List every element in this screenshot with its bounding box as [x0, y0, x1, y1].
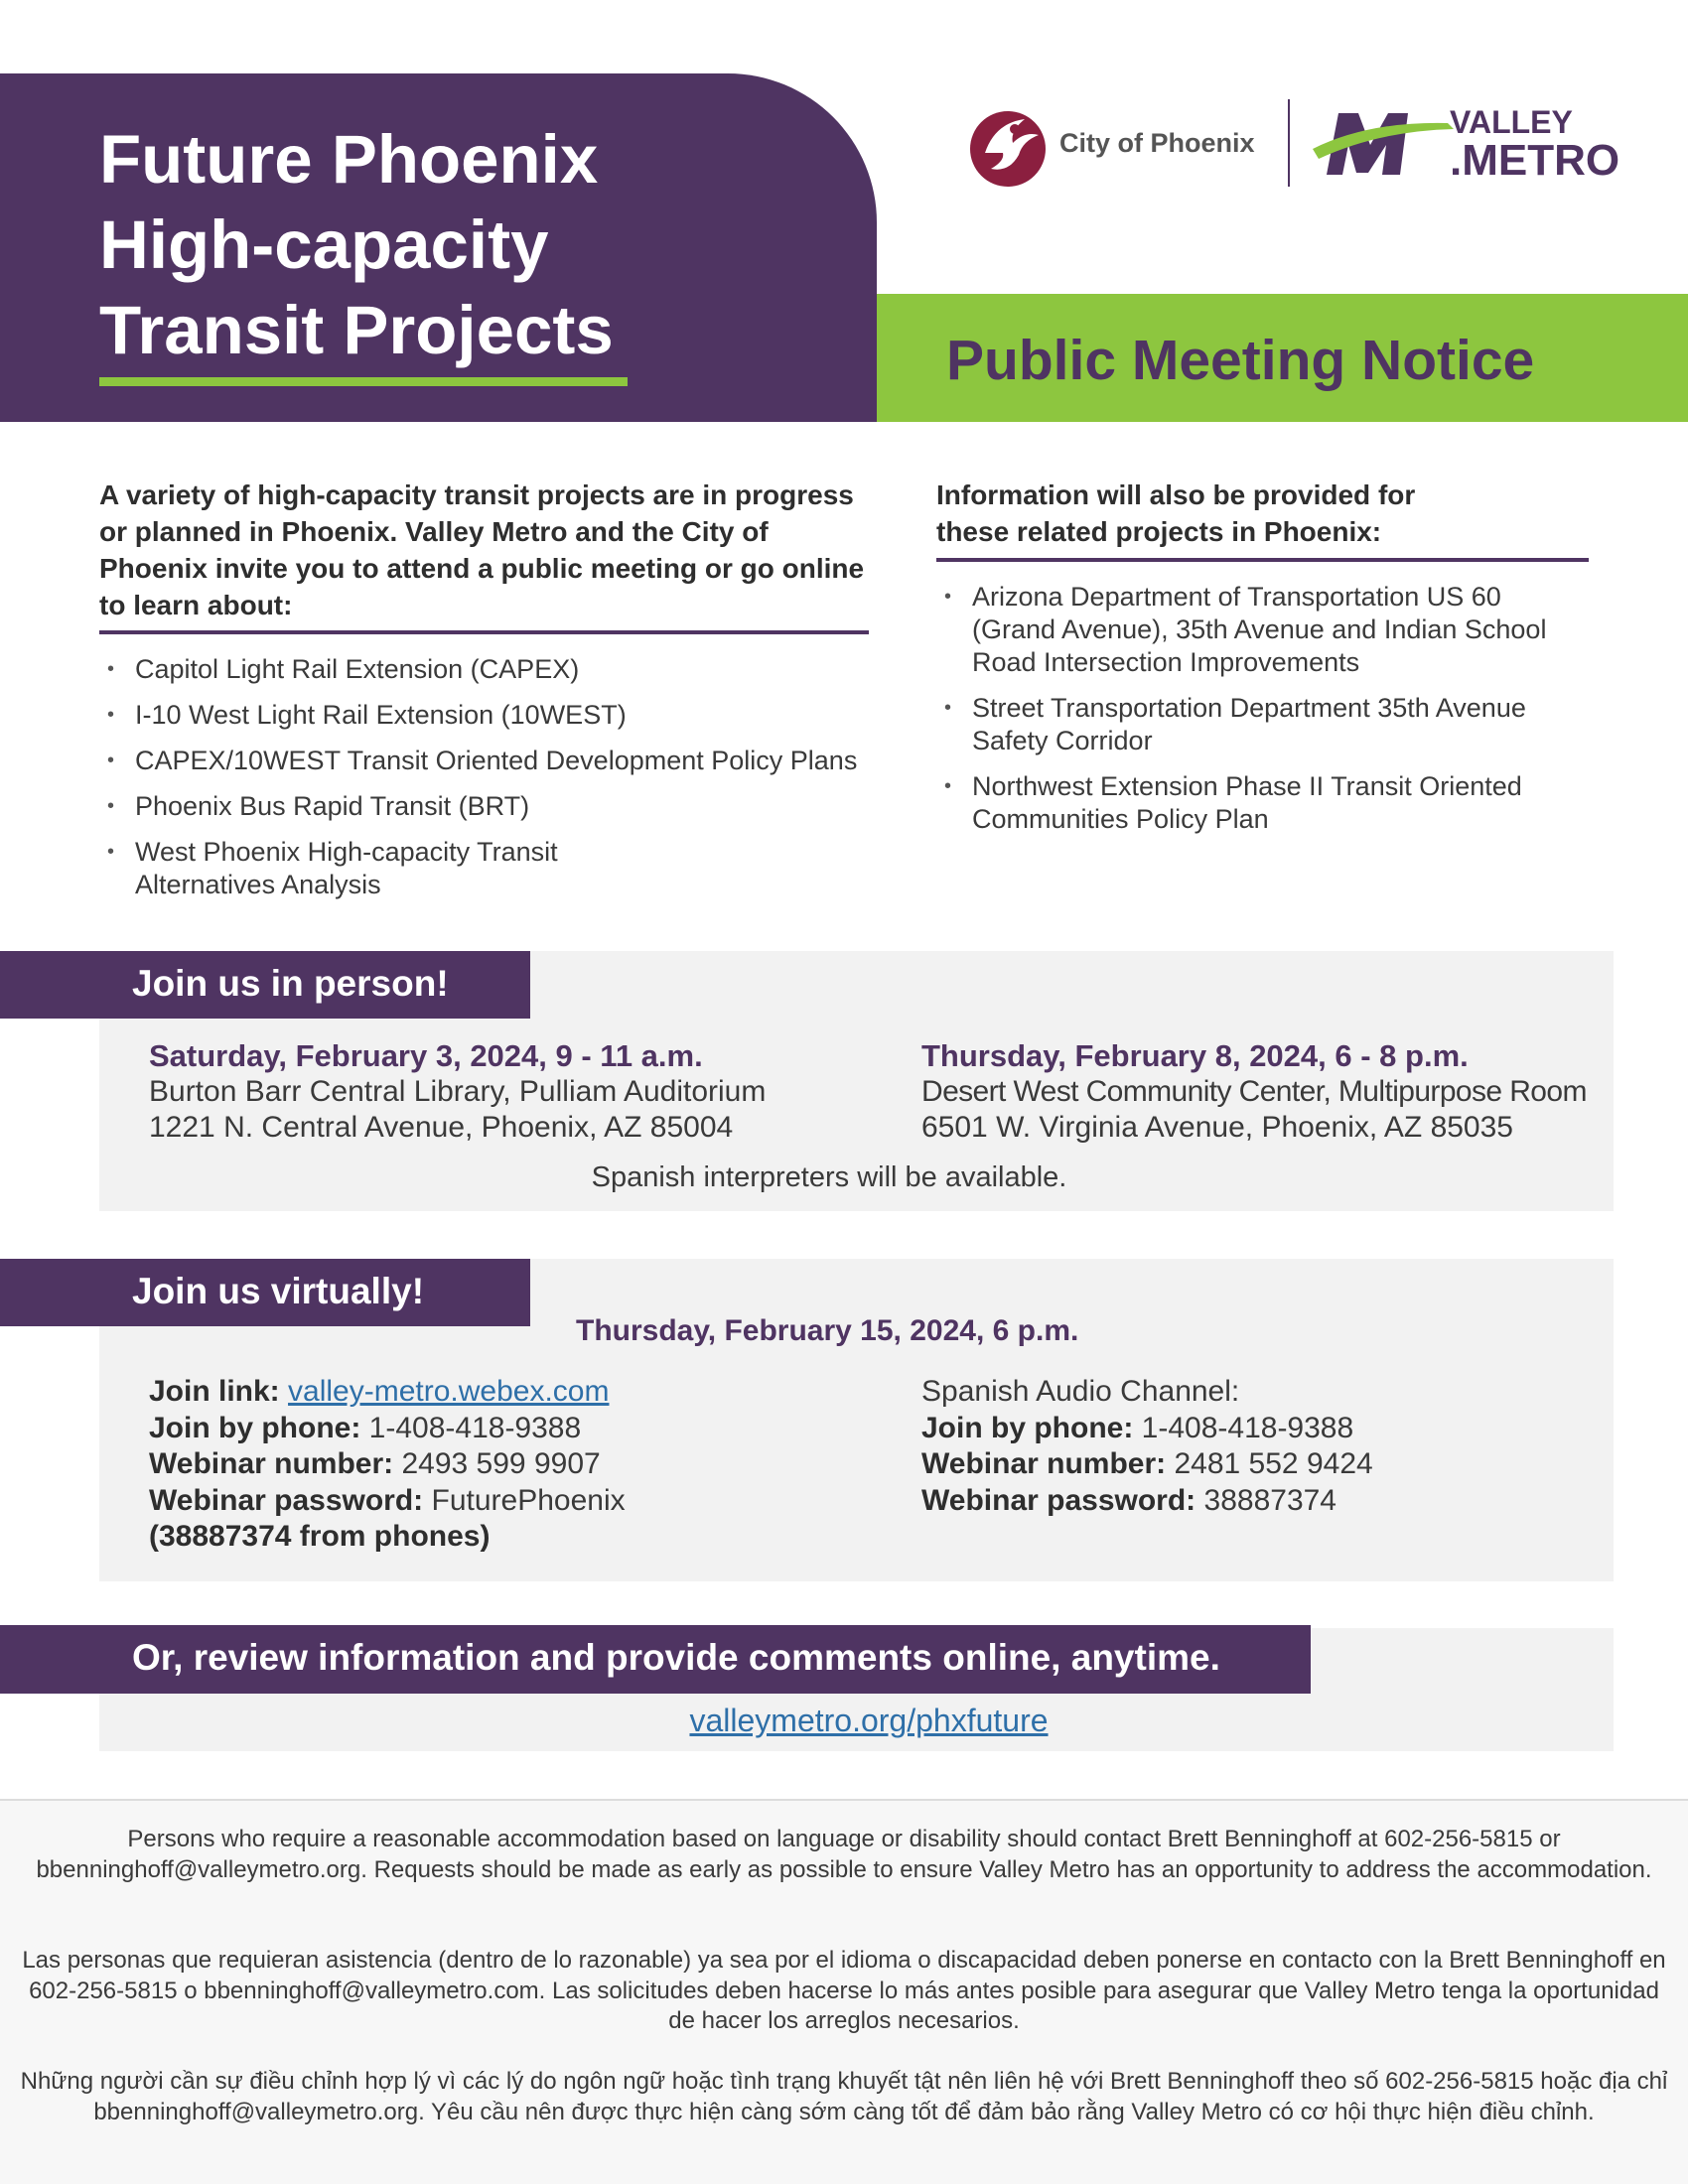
- event-venue: Desert West Community Center, Multipurpose Room: [921, 1075, 1587, 1108]
- divider: [99, 630, 869, 634]
- webinar-number: 2481 552 9424: [1174, 1447, 1373, 1480]
- event-address: 6501 W. Virginia Avenue, Phoenix, AZ 85035: [921, 1111, 1513, 1144]
- webex-link[interactable]: valley-metro.webex.com: [288, 1375, 610, 1408]
- related-intro-text: Information will also be provided for these related projects in Phoenix:: [936, 479, 1416, 547]
- valley-metro-logo: [1309, 103, 1620, 185]
- city-of-phoenix-logo: [965, 101, 1283, 191]
- spanish-audio-details: Spanish Audio Channel: Join by phone: 1-408-418-9388 Webinar number: 2481 552 9424 Webinar password: 38887374: [921, 1375, 1373, 1517]
- event-venue: Burton Barr Central Library, Pulliam Auditorium: [149, 1075, 767, 1108]
- intro-text: A variety of high-capacity transit projects are in progress or planned in Phoenix. Valley Metro and the City of Phoenix invite you to attend a public meeting or go online to learn about:: [99, 479, 865, 620]
- title-underline: [99, 377, 628, 386]
- webinar-password: FuturePhoenix: [431, 1483, 626, 1517]
- webinar-password: 38887374: [1203, 1483, 1336, 1517]
- title-line: Future Phoenix: [99, 121, 599, 198]
- accommodation-vietnamese: Những người cần sự điều chỉnh hợp lý vì các lý do ngôn ngữ hoặc tình trạng khuyết tật nên liên hệ với Brett Benninghoff theo số 602-256-5815 hoặc địa chỉ bbenninghoff@valleymetro.org. Yêu cầu nên được thực hiện càng sớm càng tốt để đảm bảo rằng Valley Metro có cơ hội thực hiện điều chỉnh.: [20, 2068, 1668, 2125]
- valley-metro-logo-text: VALLEY .METRO: [1450, 104, 1620, 185]
- password-note: (38887374 from phones): [149, 1520, 491, 1553]
- accommodation-spanish: Las personas que requieran asistencia (dentro de lo razonable) ya sea por el idioma o discapacidad deben ponerse en contacto con la Brett Benninghoff en 602-256-5815 o bbenninghoff@valleymetro.com. Las solicitudes deben hacerse lo más antes posible para asegurar que Valley Metro tenga la oportunidad de hacer los arreglos necesarios.: [22, 1947, 1666, 2034]
- notice-heading: Public Meeting Notice: [946, 329, 1535, 392]
- logo-divider: [1288, 99, 1290, 187]
- interpreter-note: Spanish interpreters will be available.: [591, 1161, 1067, 1193]
- valley-metro-m-icon: [1309, 103, 1458, 183]
- project-list: [99, 653, 894, 914]
- event-address: 1221 N. Central Avenue, Phoenix, AZ 85004: [149, 1111, 734, 1144]
- list-item: • West Phoenix High-capacity Transit Alternatives Analysis: [107, 837, 558, 899]
- list-item: • I-10 West Light Rail Extension (10WEST): [107, 700, 627, 730]
- title-line: High-capacity: [99, 206, 549, 283]
- phone-number: 1-408-418-9388: [368, 1411, 582, 1444]
- divider: [936, 558, 1589, 562]
- phoenix-bird-icon: [965, 101, 1051, 191]
- related-project-list: [936, 581, 1612, 849]
- city-of-phoenix-logo-text: City of Phoenix: [1059, 128, 1255, 158]
- virtual-heading: Join us virtually!: [0, 1259, 530, 1326]
- list-item: • Capitol Light Rail Extension (CAPEX): [107, 654, 580, 684]
- page-title: [99, 117, 794, 373]
- list-item: • Street Transportation Department 35th Avenue Safety Corridor: [944, 693, 1526, 755]
- list-item: • Northwest Extension Phase II Transit Oriented Communities Policy Plan: [944, 771, 1522, 834]
- online-heading: Or, review information and provide comments online, anytime.: [0, 1625, 1311, 1694]
- list-item: • Arizona Department of Transportation US 60 (Grand Avenue), 35th Avenue and Indian School Road Intersection Improvements: [944, 582, 1547, 677]
- event-date: Thursday, February 8, 2024, 6 - 8 p.m.: [921, 1038, 1469, 1073]
- in-person-heading: Join us in person!: [0, 951, 530, 1019]
- event-thursday: [921, 1038, 1587, 1146]
- list-item: • CAPEX/10WEST Transit Oriented Development Policy Plans: [107, 746, 858, 775]
- event-saturday: [149, 1038, 766, 1146]
- spanish-audio-title: Spanish Audio Channel:: [921, 1375, 1240, 1408]
- title-line: Transit Projects: [99, 292, 614, 368]
- project-website-link[interactable]: valleymetro.org/phxfuture: [689, 1703, 1049, 1738]
- event-date: Saturday, February 3, 2024, 9 - 11 a.m.: [149, 1038, 703, 1073]
- phone-number: 1-408-418-9388: [1141, 1411, 1354, 1444]
- list-item: • Phoenix Bus Rapid Transit (BRT): [107, 791, 530, 821]
- virtual-date: Thursday, February 15, 2024, 6 p.m.: [576, 1314, 1079, 1347]
- webinar-details: Join link: valley-metro.webex.com Join by phone: 1-408-418-9388 Webinar number: 2493 599 9907 Webinar password: FuturePhoenix (38887374 from phones): [149, 1375, 626, 1553]
- accommodation-english: Persons who require a reasonable accommodation based on language or disability should contact Brett Benninghoff at 602-256-5815 or bbenninghoff@valleymetro.org. Requests should be made as early as possible to ensure Valley Metro has an opportunity to address the accommodation.: [36, 1826, 1652, 1883]
- webinar-number: 2493 599 9907: [401, 1447, 601, 1480]
